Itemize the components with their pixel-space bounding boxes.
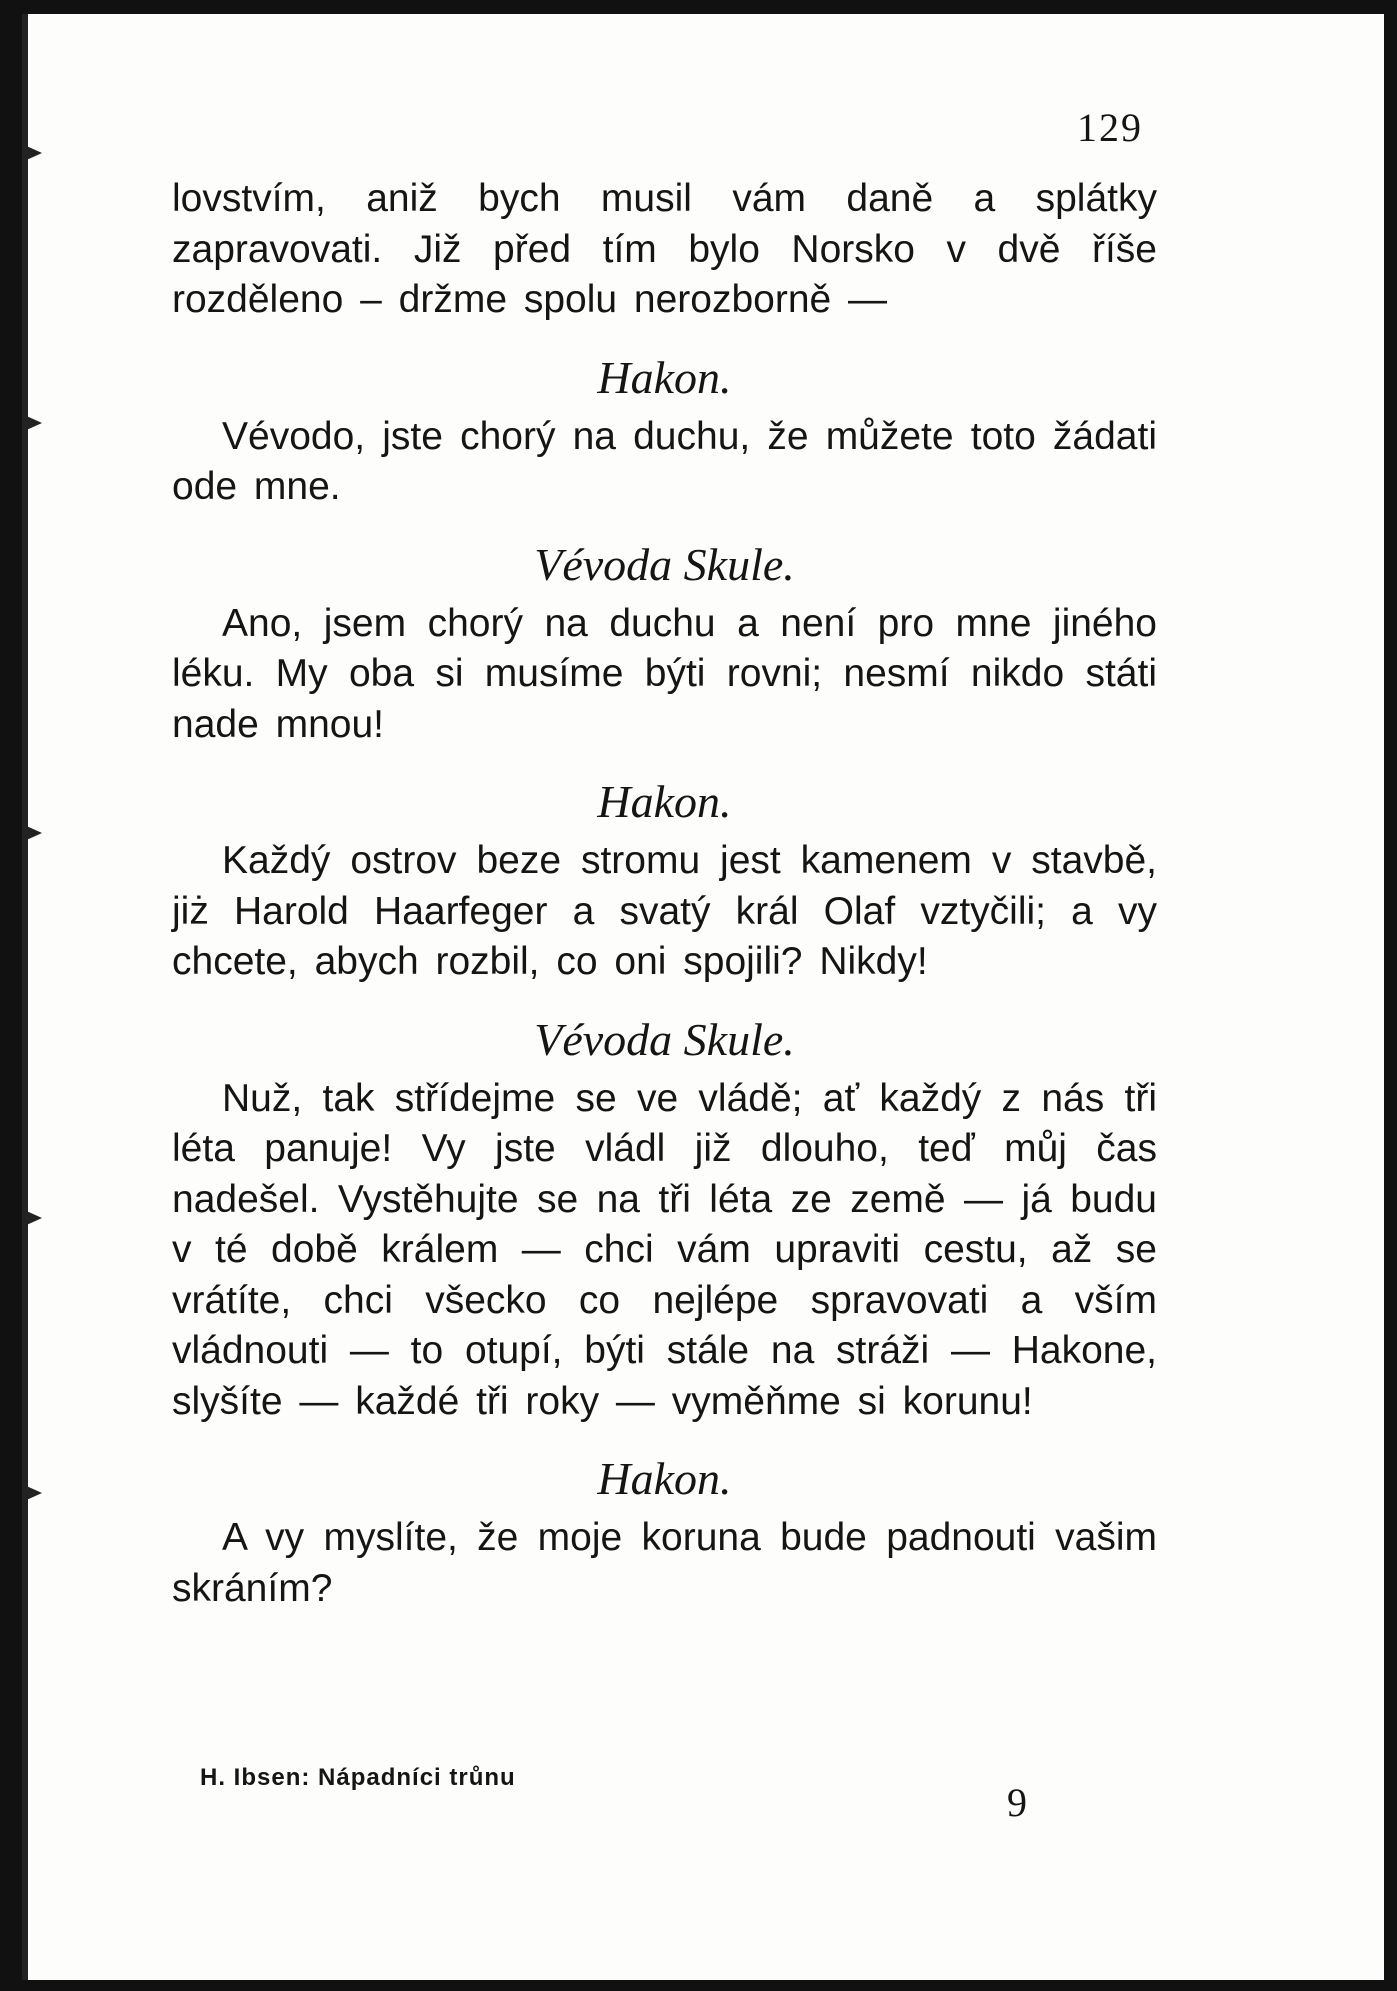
binding-mark (22, 824, 42, 842)
speaker-name: Hakon. (597, 1453, 732, 1504)
speaker-name: Hakon. (597, 351, 732, 403)
speaker-name: Vévoda Skule. (534, 1013, 795, 1065)
page-text (172, 174, 1157, 1614)
signature-mark: 9 (1007, 1780, 1027, 1825)
text-paragraph: lovstvím, aniž bych musil vám daně a splátky zapravovati. Již před tím bylo Norsko v dvě říše rozděleno – držme spolu nerozborně — (172, 177, 1157, 321)
text-paragraph: Ano, jsem chorý na duchu a není pro mne jiného léku. My oba si musíme býti rovni; nesmí nikdo státi nade mnou! (172, 601, 1157, 746)
binding-mark (22, 144, 42, 162)
binding-mark (22, 1209, 42, 1227)
speaker-name: Vévoda Skule. (534, 538, 795, 590)
speaker-name: Hakon. (597, 776, 732, 827)
footer-book-title: H. Ibsen: Nápadníci trůnu (200, 1764, 516, 1791)
page-number: 129 (1077, 105, 1143, 150)
text-paragraph: A vy myslíte, že moje koruna bude padnouti vašim skráním? (172, 1516, 1157, 1610)
text-paragraph: Nuž, tak střídejme se ve vládě; ať každý z nás tři léta panuje! Vy jste vládl již dlouho, teď můj čas nadešel. Vystěhujte se na tři léta ze země — já budu v té době králem — chci vám upraviti cestu, až se vrátíte, chci všecko co nejlépe spravovati a vším vládnouti — to otupí, býti stále na stráži — Hakone, slyšíte — každé tři roky — vyměňme si korunu! (172, 1076, 1157, 1423)
book-page (22, 14, 1384, 1980)
binding-mark (22, 1484, 42, 1502)
binding-mark (22, 414, 42, 432)
text-paragraph: Každý ostrov beze stromu jest kamenem v stavbě, jiż Harold Haarfeger a svatý král Olaf vztyčili; a vy chcete, abych rozbil, co oni spojili? Nikdy! (172, 839, 1157, 983)
text-paragraph: Vévodo, jste chorý na duchu, že můžete toto žádati ode mne. (172, 414, 1157, 508)
page-binding-edge (22, 14, 28, 1980)
